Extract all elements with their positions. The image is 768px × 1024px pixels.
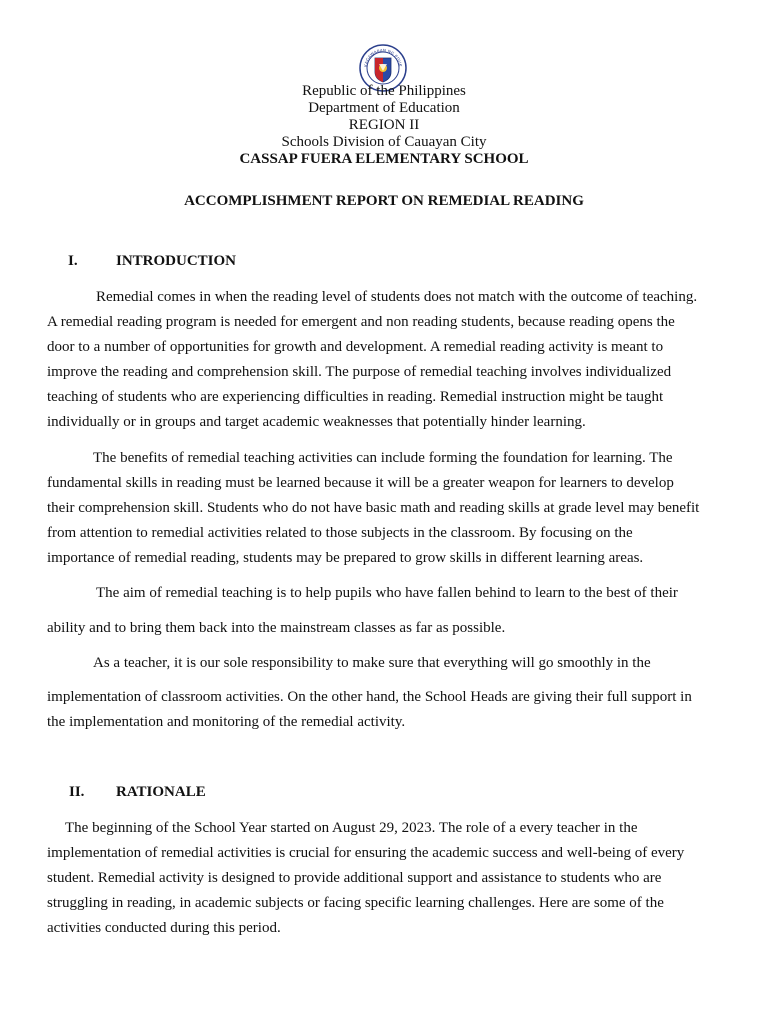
paragraph-line: importance of remedial reading, students may be prepared to grow skills in different learning areas. (47, 550, 644, 566)
paragraph-line: The benefits of remedial teaching activities can include forming the foundation for learning. The (93, 450, 673, 466)
section-numeral: I. (68, 253, 78, 269)
paragraph-line: As a teacher, it is our sole responsibility to make sure that everything will go smoothly in the (93, 655, 651, 671)
paragraph-line: Remedial comes in when the reading level of students does not match with the outcome of teaching. (96, 289, 698, 305)
document-title: ACCOMPLISHMENT REPORT ON REMEDIAL READING (184, 193, 584, 209)
paragraph-line: their comprehension skill. Students who do not have basic math and reading skills at grade level may benefit (47, 500, 700, 516)
paragraph-line: activities conducted during this period. (47, 920, 281, 936)
paragraph-line: implementation of classroom activities. On the other hand, the School Heads are giving their full support in (47, 689, 692, 705)
paragraph-line: from attention to remedial activities related to those subjects in the classroom. By focusing on the (47, 525, 633, 541)
paragraph-line: student. Remedial activity is designed to provide additional support and assistance to students who are (47, 870, 662, 886)
header-school: CASSAP FUERA ELEMENTARY SCHOOL (239, 151, 529, 167)
section-numeral: II. (69, 784, 85, 800)
paragraph-line: struggling in reading, in academic subjects or facing specific learning challenges. Here are some of the (47, 895, 664, 911)
paragraph-line: A remedial reading program is needed for emergent and non reading students, because reading opens the (47, 314, 675, 330)
paragraph-line: door to a number of opportunities for growth and development. A remedial reading activity is meant to (47, 339, 664, 355)
paragraph-line: the implementation and monitoring of the remedial activity. (47, 714, 406, 730)
paragraph-line: The aim of remedial teaching is to help pupils who have fallen behind to learn to the best of their (96, 585, 678, 601)
header-division: Schools Division of Cauayan City (281, 134, 487, 150)
paragraph-line: fundamental skills in reading must be learned because it will be a greater weapon for learners to develop (47, 475, 674, 491)
paragraph-line: The beginning of the School Year started on August 29, 2023. The role of a every teacher in the (65, 820, 638, 836)
header-region: REGION II (348, 117, 420, 133)
paragraph-line: implementation of remedial activities is crucial for ensuring the academic success and well-being of every (47, 845, 685, 861)
paragraph-line: improve the reading and comprehension skill. The purpose of remedial teaching involves individualized (47, 364, 672, 380)
paragraph-line: ability and to bring them back into the mainstream classes as far as possible. (47, 620, 506, 636)
header-department: Department of Education (308, 100, 460, 116)
header-country: Republic of the Philippines (302, 83, 466, 99)
section-heading-introduction: INTRODUCTION (116, 253, 237, 269)
svg-text:KAGAWARAN NG EDUKASYON: KAGAWARAN NG EDUK (363, 47, 403, 68)
paragraph-line: teaching of students who are experiencing difficulties in reading. Remedial instruction might be taught (47, 389, 664, 405)
section-heading-rationale: RATIONALE (116, 784, 206, 800)
paragraph-line: individually or in groups and target academic weaknesses that potentially hinder learning. (47, 414, 586, 430)
